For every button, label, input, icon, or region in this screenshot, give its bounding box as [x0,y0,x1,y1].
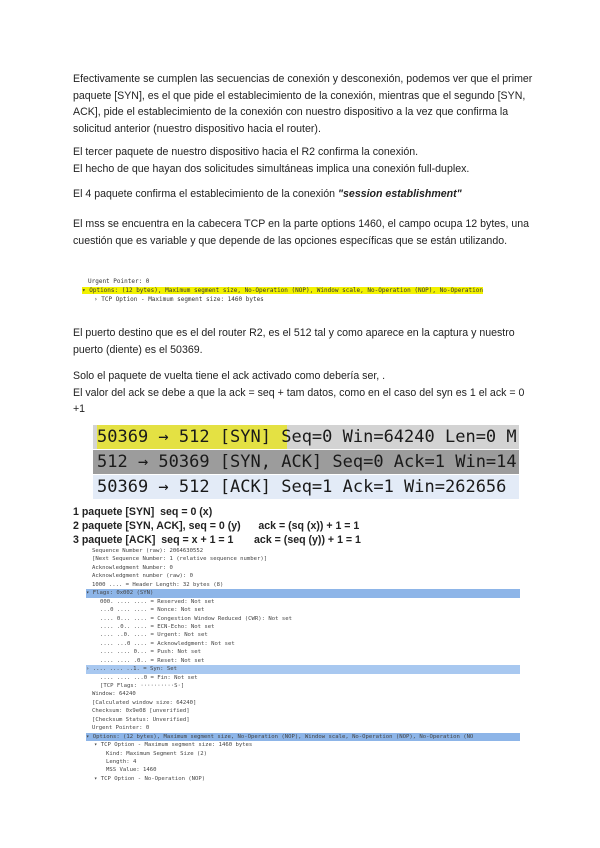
tree-line: Urgent Pointer: 0 [92,725,150,732]
text-ack-value: El valor del ack se debe a que la ack = seq + tam datos, como en el caso del syn es 1 el ack = 0 +1 [73,386,525,415]
wireshark-options-snippet [82,277,522,311]
tree-line: .... ..0. .... = Urgent: Not set [100,632,208,639]
tree-line-options[interactable]: ▾ Options: (12 bytes), Maximum segment size, No-Operation (NOP), Window scale, No-Operation (NOP), No-Operation (NO [86,733,520,741]
packet-row-syn-ack: 512 → 50369 [SYN, ACK] Seq=0 Ack=1 Win=14 [93,450,519,474]
paragraph-third-packet [73,144,533,177]
tree-line: 1000 .... = Header Length: 32 bytes (8) [92,581,224,588]
equation-syn-ack: 2 paquete [SYN, ACK], seq = 0 (y) ack = (sq (x)) + 1 = 1 [73,520,360,532]
tree-line: .... .0.. .... = ECN-Echo: Not set [100,623,215,630]
tree-line: [TCP Flags: ··········S·] [100,683,185,689]
tree-line: Acknowledgment number (raw): 0 [92,573,194,580]
tree-line: Checksum: 0x9e08 [unverified] [92,708,190,715]
packet-row-syn: 50369 → 512 [SYN] Seq=0 Win=64240 Len=0 M [93,425,519,449]
tree-line: .... 0... .... = Congestion Window Reduced (CWR): Not set [100,615,292,622]
snippet-options-line: ▾ Options: (12 bytes), Maximum segment size, No-Operation (NOP), Window scale, No-Operation (NOP), No-Operation [82,287,483,294]
tree-line: Sequence Number (raw): 2064630552 [92,548,204,554]
packet-row-ack: 50369 → 512 [ACK] Seq=1 Ack=1 Win=262656 [93,475,519,499]
tree-line: MSS Value: 1460 [106,767,157,774]
tree-line: [Next Sequence Number: 1 (relative sequence number)] [92,556,268,563]
snippet-mss-option: › TCP Option - Maximum segment size: 1460 bytes [94,296,264,303]
tree-line: .... .... 0... = Push: Not set [100,649,202,656]
paragraph-ack [73,368,533,418]
tree-line: ...0 .... .... = Nonce: Not set [100,607,205,614]
tree-line: [Checksum Status: Unverified] [92,716,190,723]
paragraph-fourth-packet [73,186,533,203]
text-session-establishment: "session establishment" [338,188,462,200]
packet-list [93,423,519,501]
paragraph-connection-sequence: Efectivamente se cumplen las secuencias de conexión y desconexión, podemos ver que el primer paquete [SYN], es el que pide el establecimiento de la conexión, mientras que el segundo [SYN, ACK], pide el establecimiento de la conexión con nuestro dispositivo a la vez que confirma la solicitud anterior (nuestro dispositivo hacia el router). [73,73,533,135]
tree-line: .... .... .0.. = Reset: Not set [100,657,205,664]
text-ack-flag: Solo el paquete de vuelta tiene el ack activado como debería ser, . [73,370,386,382]
tree-line-syn-set[interactable]: › .... .... ..1. = Syn: Set [86,665,520,673]
tree-line: .... .... ...0 = Fin: Not set [100,674,198,681]
tree-line: .... ...0 .... = Acknowledgment: Not set [100,640,235,647]
equation-ack: 3 paquete [ACK] seq = x + 1 = 1 ack = (seq (y)) + 1 = 1 [73,534,361,546]
snippet-urgent-pointer: Urgent Pointer: 0 [88,278,150,285]
text-full-duplex: El hecho de que hayan dos solicitudes simultáneas implica una conexión full-duplex. [73,162,470,175]
tree-line-flags[interactable]: ▾ Flags: 0x002 (SYN) [86,589,520,597]
packet-detail-tree [86,547,520,783]
tree-line: 000. .... .... = Reserved: Not set [100,598,215,605]
tree-line: [Calculated window size: 64240] [92,699,197,706]
tree-line: Acknowledgment Number: 0 [92,564,173,571]
paragraph-ports: El puerto destino que es el del router R2, es el 512 tal y como aparece en la captura y nuestro puerto (diente) es el 50369. [73,327,515,356]
equation-syn: 1 paquete [SYN] seq = 0 (x) [73,506,213,518]
tree-line-nop-option[interactable]: ▾ TCP Option - No-Operation (NOP) [94,775,206,782]
tree-line: Kind: Maximum Segment Size (2) [106,750,208,757]
tree-line: Length: 4 [106,758,137,765]
tree-line: Window: 64240 [92,691,136,698]
text-third-packet: El tercer paquete de nuestro dispositivo hacia el R2 confirma la conexión. [73,146,419,158]
paragraph-mss: El mss se encuentra en la cabecera TCP en la parte options 1460, el campo ocupa 12 bytes, una cuestión que es variable y que depende de las opciones específicas que se están utilizando. [73,218,530,247]
tree-line-mss-option[interactable]: ▾ TCP Option - Maximum segment size: 1460 bytes [94,742,253,749]
text-fourth-packet: El 4 paquete confirma el establecimiento de la conexión [73,188,339,200]
